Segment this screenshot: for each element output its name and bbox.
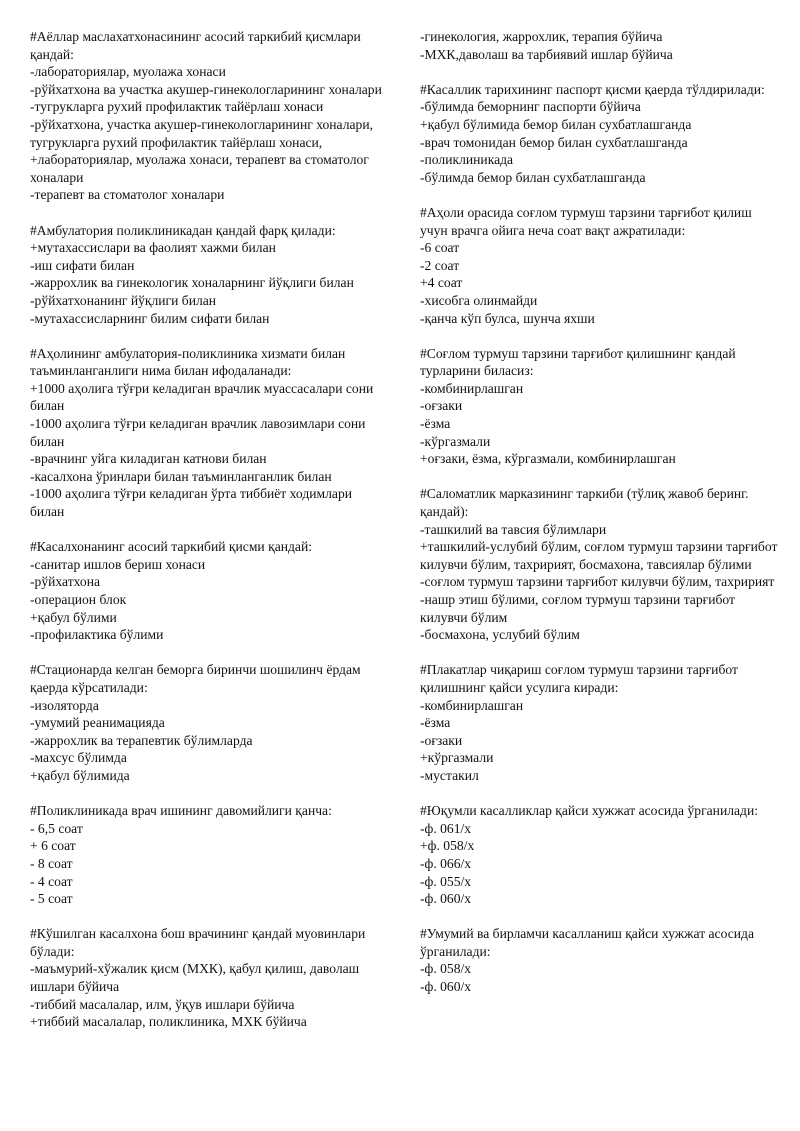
right-column (420, 28, 780, 1108)
question-text: #Стационарда келган беморга биринчи шошилинч ёрдам қаерда кўрсатилади: (30, 662, 361, 695)
left-column (30, 28, 388, 1108)
answer-option: +мутахассислари ва фаолият хажми билан (30, 240, 276, 256)
question-block (420, 802, 780, 908)
answer-option: + 6 соат (30, 838, 76, 854)
answer-option: -врач томонидан бемор билан сухбатлашганда (420, 134, 688, 150)
answer-option: -ёзма (420, 715, 451, 731)
answer-option: +ташкилий-услубий бўлим, соғлом турмуш тарзини тарғибот килувчи бўлим, тахририят, босмахона, тавсиялар бўлими (420, 539, 778, 572)
question-block (420, 485, 780, 643)
answer-option: +қабул бўлимида (30, 767, 130, 783)
answer-option: -ф. 058/х (420, 961, 472, 977)
answer-option: -бўлимда бемор билан сухбатлашганда (420, 169, 646, 185)
answer-option: -рўйхатхона (30, 574, 101, 590)
answer-option: -ф. 060/х (420, 891, 472, 907)
block-spacer (420, 644, 780, 662)
question-text: #Саломатлик марказининг таркиби (тўлиқ жавоб беринг. қандай): (420, 486, 749, 520)
answer-option: - 5 соат (30, 891, 73, 907)
answer-option: -профилактика бўлими (30, 627, 164, 643)
question-block (30, 538, 388, 644)
answer-option: +тиббий масалалар, поликлиника, МХК бўйича (30, 1014, 307, 1030)
block-spacer (30, 521, 388, 539)
answer-option: +қабул бўлимида бемор билан сухбатлашганда (420, 116, 692, 132)
question-block (30, 661, 388, 784)
question-block (30, 925, 388, 1031)
answer-option: -ф. 060/х (420, 979, 472, 995)
answer-option: -нашр этиш бўлими, соғлом турмуш тарзини тарғибот килувчи бўлим (420, 592, 735, 625)
question-block (30, 222, 388, 328)
question-block (30, 802, 388, 908)
answer-option: -умумий реанимацияда (30, 715, 165, 731)
answer-option: -жаррохлик ва терапевтик бўлимларда (30, 732, 253, 748)
answer-option: -терапевт ва стоматолог хоналари (30, 187, 225, 203)
answer-option: -врачнинг уйга киладиган катнови билан (30, 451, 267, 467)
answer-option: -комбинирлашган (420, 380, 524, 396)
answer-option: -ташкилий ва тавсия бўлимлари (420, 521, 607, 537)
answer-option: -поликлиникада (420, 152, 514, 168)
answer-option: -санитар ишлов бериш хонаси (30, 556, 206, 572)
answer-option: -соғлом турмуш тарзини тарғибот килувчи бўлим, тахририят (420, 574, 775, 590)
answer-option: +оғзаки, ёзма, кўргазмали, комбинирлашган (420, 451, 676, 467)
question-block (420, 81, 780, 187)
question-text: #Умумий ва бирламчи касалланиш қайси хужжат асосида ўрганилади: (420, 926, 754, 959)
answer-option: -кўргазмали (420, 433, 491, 449)
block-spacer (30, 785, 388, 803)
answer-option: -оғзаки (420, 398, 463, 414)
answer-option: -2 соат (420, 257, 460, 273)
block-spacer (30, 908, 388, 926)
block-spacer (420, 785, 780, 803)
question-text: #Амбулатория поликлиникадан қандай фарқ қилади: (30, 222, 336, 238)
question-text: #Соғлом турмуш тарзини тарғибот қилишнинг қандай турларини биласиз: (420, 345, 736, 379)
answer-option: -ёзма (420, 416, 451, 432)
answer-option: - 6,5 соат (30, 820, 83, 836)
answer-option: +4 соат (420, 275, 463, 291)
answer-option: +1000 аҳолига тўғри келадиган врачлик муассасалари сони билан (30, 380, 374, 414)
question-block (30, 28, 388, 204)
answer-option: -иш сифати билан (30, 257, 135, 273)
answer-option: -ф. 066/х (420, 855, 472, 871)
answer-option: -1000 аҳолига тўғри келадиган врачлик лавозимлари сони билан (30, 416, 366, 449)
answer-option: -операцион блок (30, 592, 127, 607)
answer-option: - 8 соат (30, 855, 73, 871)
block-spacer (420, 468, 780, 486)
question-text: #Юқумли касалликлар қайси хужжат асосида ўрганилади: (420, 803, 759, 819)
answer-option: -бўлимда беморнинг паспорти бўйича (420, 99, 641, 115)
question-text: #Поликлиникада врач ишининг давомийлиги қанча: (30, 803, 332, 819)
question-text: #Плакатлар чиқариш соғлом турмуш тарзини тарғибот қилишнинг қайси усулига киради: (420, 662, 738, 695)
block-spacer (30, 327, 388, 345)
answer-option: -1000 аҳолига тўғри келадиган ўрта тиббиёт ходимлари билан (30, 486, 353, 520)
question-text: #Аҳоли орасида соғлом турмуш тарзини тарғибот қилиш учун врачга ойига неча соат вақт ажратилади: (420, 204, 752, 238)
question-text: #Кўшилган касалхона бош врачининг қандай муовинлари бўлади: (30, 926, 366, 959)
answer-option: -қанча кўп булса, шунча яхши (420, 310, 595, 326)
answer-option: -рўйхатхона ва участка акушер-гинекологларининг хоналари (30, 81, 382, 97)
answer-option: -МХК,даволаш ва тарбиявий ишлар бўйича (420, 46, 673, 62)
question-text: #Касаллик тарихининг паспорт қисми қаерда тўлдирилади: (420, 81, 765, 97)
answer-option: -маъмурий-хўжалик қисм (МХК), қабул қилиш, даволаш ишлари бўйича (30, 961, 360, 995)
block-spacer (30, 204, 388, 222)
question-block (420, 204, 780, 327)
block-spacer (30, 644, 388, 662)
question-block (30, 345, 388, 521)
question-block (420, 661, 780, 784)
answer-option: -комбинирлашган (420, 697, 524, 713)
answer-option: -жаррохлик ва гинекологик хоналарнинг йўқлиги билан (30, 275, 354, 291)
answer-option: -касалхона ўринлари билан таъминланганлик билан (30, 468, 332, 484)
document-page (30, 28, 780, 1108)
answer-option: -мутахассисларнинг билим сифати билан (30, 310, 270, 326)
question-text: -гинекология, жаррохлик, терапия бўйича (420, 29, 663, 44)
answer-option: -ф. 061/х (420, 820, 472, 836)
question-text: #Касалхонанинг асосий таркибий қисми қандай: (30, 539, 313, 555)
question-text: #Аёллар маслахатхонасининг асосий таркибий қисмлари қандай: (30, 29, 361, 62)
answer-option: -ф. 055/х (420, 873, 472, 889)
question-text: #Аҳолининг амбулатория-поликлиника хизмати билан таъминланганлиги нима билан ифодаланади: (30, 345, 346, 379)
question-block (420, 925, 780, 995)
question-block (420, 345, 780, 468)
answer-option: -изоляторда (30, 697, 99, 713)
answer-option: -рўйхатхонанинг йўқлиги билан (30, 292, 217, 308)
block-spacer (420, 908, 780, 926)
answer-option: +қабул бўлими (30, 609, 117, 625)
answer-option: -мустакил (420, 767, 479, 783)
answer-option: -тугрукларга рухий профилактик тайёрлаш хонаси (30, 99, 324, 115)
answer-option: +кўргазмали (420, 750, 494, 766)
answer-option: -босмахона, услубий бўлим (420, 627, 580, 643)
question-block (420, 28, 780, 63)
answer-option: -махсус бўлимда (30, 750, 127, 766)
answer-option: +ф. 058/х (420, 838, 475, 854)
answer-option: -6 соат (420, 240, 460, 256)
block-spacer (420, 327, 780, 345)
answer-option: -лабораториялар, муолажа хонаси (30, 64, 226, 80)
answer-option: -хисобга олинмайди (420, 292, 538, 308)
answer-option: - 4 соат (30, 873, 73, 889)
answer-option: -тиббий масалалар, илм, ўқув ишлари бўйича (30, 996, 295, 1012)
answer-option: -рўйхатхона, участка акушер-гинекологларининг хоналари, тугрукларга рухий профилактик тайёрлаш хонаси, +лабораториялар, муолажа хонаси, терапевт ва стоматолог хоналари (30, 116, 373, 185)
block-spacer (420, 63, 780, 81)
block-spacer (420, 186, 780, 204)
answer-option: -оғзаки (420, 732, 463, 748)
